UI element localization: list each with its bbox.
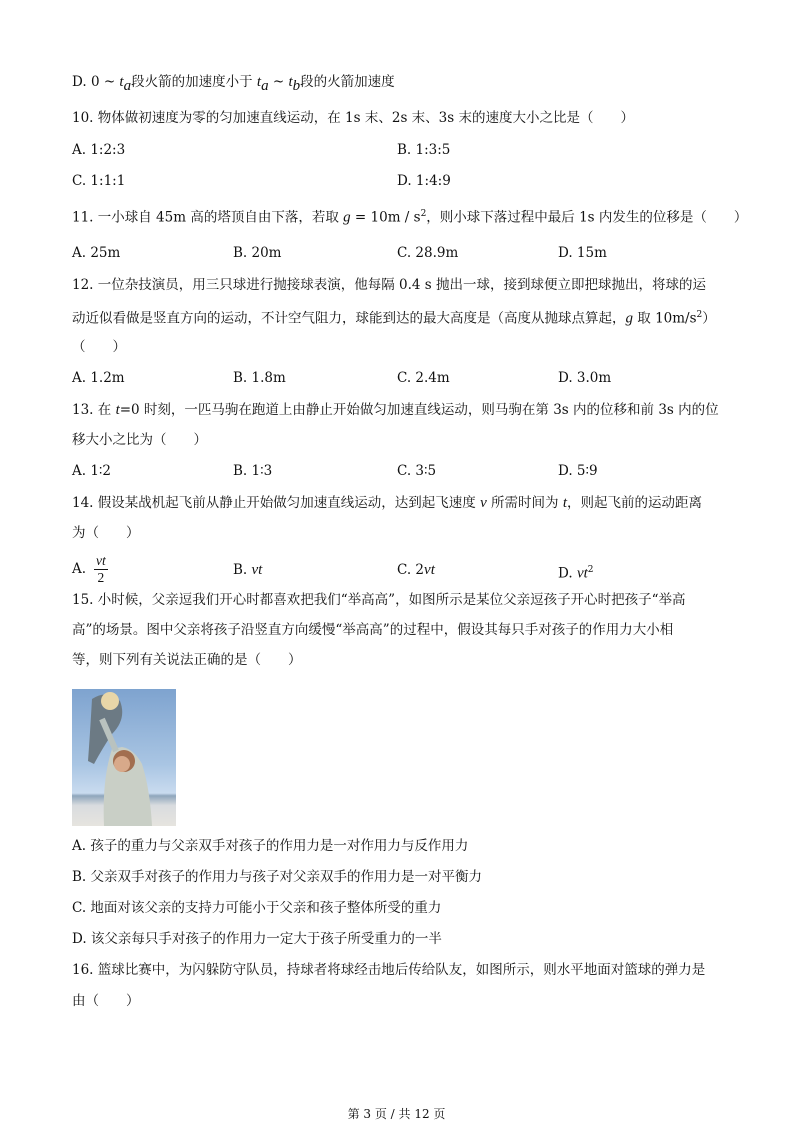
q14-option-b: B. vt <box>233 562 263 578</box>
q15-option-a: A. 孩子的重力与父亲双手对孩子的作用力是一对作用力与反作用力 <box>72 838 469 854</box>
q10-option-a: A. 1:2:3 <box>72 142 126 158</box>
q13-stem-line2: 移大小之比为（ ） <box>72 432 207 448</box>
q10-option-d: D. 1:4:9 <box>397 173 451 189</box>
q16-stem-line2: 由（ ） <box>72 993 140 1009</box>
q15-option-b: B. 父亲双手对孩子的作用力与孩子对父亲双手的作用力是一对平衡力 <box>72 869 483 885</box>
q12-stem-line3: （ ） <box>72 339 126 355</box>
q15-stem-line3: 等，则下列有关说法正确的是（ ） <box>72 652 302 668</box>
father-lifting-child-photo <box>72 689 176 826</box>
q10-option-c: C. 1:1:1 <box>72 173 126 189</box>
q14-option-a: A. $\frac{vt}{2}$ <box>72 553 106 585</box>
q12-option-c: C. 2.4m <box>397 370 450 386</box>
q12-stem-line2: 动近似看做是竖直方向的运动，不计空气阻力，球能到达的最大高度是（高度从抛球点算起，g 取 $10m/s^2$） <box>72 310 716 327</box>
q11-option-c: C. 28.9m <box>397 245 459 261</box>
q13-option-b: B. 1∶3 <box>233 463 273 479</box>
q11-option-b: B. 20m <box>233 245 282 261</box>
q11-stem: 11. 一小球自 45m 高的塔顶自由下落，若取 $g = 10m / s^2$，则小球下落过程中最后 1s 内发生的位移是（ ） <box>72 209 748 226</box>
q12-option-b: B. 1.8m <box>233 370 286 386</box>
q10-option-b: B. 1:3:5 <box>397 142 451 158</box>
q14-stem-line1: 14. 假设某战机起飞前从静止开始做匀加速直线运动，达到起飞速度 v 所需时间为 t，则起飞前的运动距离 <box>72 495 702 511</box>
q13-stem-line1: 13. 在 t=0 时刻，一匹马驹在跑道上由静止开始做匀加速直线运动，则马驹在第 3s 内的位移和前 3s 内的位 <box>72 402 719 418</box>
page-footer: 第 3 页 / 共 12 页 <box>347 1107 446 1121</box>
q13-option-a: A. 1∶2 <box>72 463 112 479</box>
q14-option-c: C. 2vt <box>397 562 435 578</box>
q15-option-d: D. 该父亲每只手对孩子的作用力一定大于孩子所受重力的一半 <box>72 931 442 947</box>
q15-stem-line1: 15. 小时候，父亲逗我们开心时都喜欢把我们“举高高”，如图所示是某位父亲逗孩子开心时把孩子“举高 <box>72 592 686 608</box>
q11-option-d: D. 15m <box>558 245 607 261</box>
q15-stem-line2: 高”的场景。图中父亲将孩子沿竖直方向缓慢“举高高”的过程中，假设其每只手对孩子的作用力大小相 <box>72 622 674 638</box>
q15-option-c: C. 地面对该父亲的支持力可能小于父亲和孩子整体所受的重力 <box>72 900 442 916</box>
q14-option-d: D. $vt^2$ <box>558 565 594 582</box>
q13-option-c: C. 3∶5 <box>397 463 437 479</box>
q11-option-a: A. 25m <box>72 245 121 261</box>
q12-option-d: D. 3.0m <box>558 370 612 386</box>
q12-option-a: A. 1.2m <box>72 370 125 386</box>
q12-stem-line1: 12. 一位杂技演员，用三只球进行抛接球表演，他每隔 0.4 s 抛出一球，接到球便立即把球抛出，将球的运 <box>72 277 707 293</box>
q14-stem-line2: 为（ ） <box>72 525 140 541</box>
q16-stem-line1: 16. 篮球比赛中，为闪躲防守队员，持球者将球经击地后传给队友，如图所示，则水平地面对篮球的弹力是 <box>72 962 706 978</box>
q13-option-d: D. 5∶9 <box>558 463 598 479</box>
q10-stem: 10. 物体做初速度为零的匀加速直线运动，在 1s 末、2s 末、3s 末的速度大小之比是（ ） <box>72 110 634 126</box>
fraction: $\frac{vt}{2}$ <box>96 553 106 585</box>
q9-option-d: D. 0 ~ $t_a$段火箭的加速度小于 $t_a$ ~ $t_b$段的火箭加速度 <box>72 74 395 94</box>
